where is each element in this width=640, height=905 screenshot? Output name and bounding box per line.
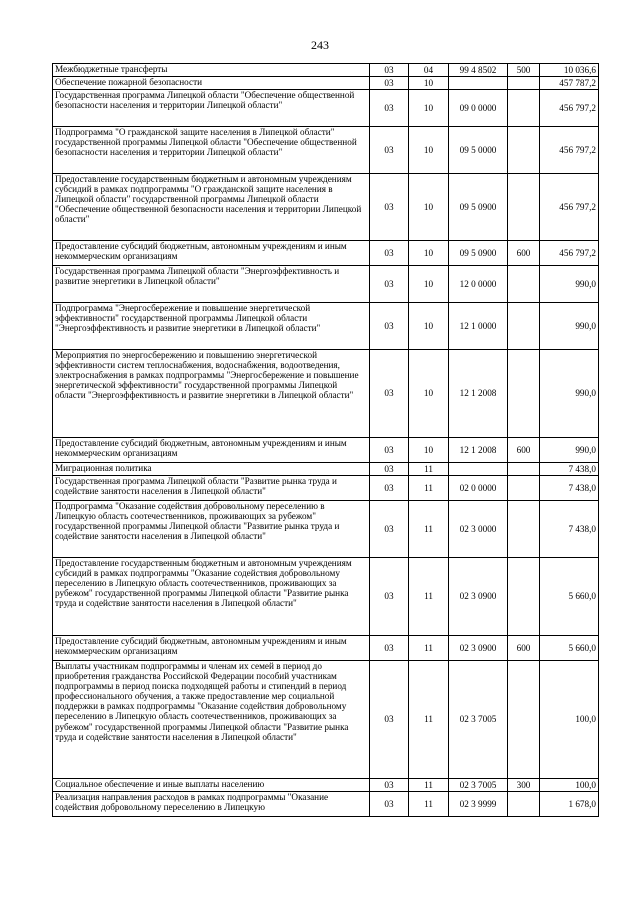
section-code-cell: 03 [370, 241, 409, 266]
subsection-code-cell: 11 [409, 476, 449, 501]
subsection-code-cell: 10 [409, 90, 449, 127]
target-article-cell: 09 5 0000 [449, 127, 508, 174]
subsection-code-cell: 11 [409, 779, 449, 792]
expense-name-cell: Подпрограмма "О гражданской защите населения в Липецкой области" государственной программы Липецкой области "Обеспечение общественной безопасности населения и территории Липецкой области" [53, 127, 370, 174]
section-code-cell: 03 [370, 127, 409, 174]
table-row [53, 792, 599, 817]
expense-name-cell: Социальное обеспечение и иные выплаты населению [53, 779, 370, 792]
section-code-cell: 03 [370, 501, 409, 558]
table-row [53, 241, 599, 266]
expense-name-cell: Подпрограмма "Энергосбережение и повышение энергетической эффективности" государственной программы Липецкой области "Энергоэффективность и развитие энергетики в Липецкой области" [53, 303, 370, 350]
expense-type-cell: 600 [508, 636, 540, 661]
subsection-code-cell: 10 [409, 241, 449, 266]
expense-name-cell: Подпрограмма "Оказание содействия добровольному переселению в Липецкую область соотечественников, проживающих за рубежом" государственной программы Липецкой области "Развитие рынка труда и содействие занятости населения в Липецкой области" [53, 501, 370, 558]
page-number: 243 [311, 38, 329, 52]
target-article-cell: 09 0 0000 [449, 90, 508, 127]
expense-name-cell: Выплаты участникам подпрограммы и членам их семей в период до приобретения гражданства Российской Федерации пособий участникам подпрограммы в период поиска подходящей работы и стипендий в период профессионального обучения, а также предоставление мер социальной поддержки в рамках подпрограммы "Оказание содействия добровольному переселению в Липецкую область соотечественников, проживающих за рубежом" государственной программы Липецкой области "Развитие рынка труда и содействие занятости населения в Липецкой области" [53, 661, 370, 779]
table-row [53, 779, 599, 792]
table-row [53, 303, 599, 350]
table-row [53, 661, 599, 779]
table-row [53, 127, 599, 174]
expense-name-cell: Государственная программа Липецкой области "Обеспечение общественной безопасности населения и территории Липецкой области" [53, 90, 370, 127]
target-article-cell: 09 5 0900 [449, 241, 508, 266]
expense-type-cell [508, 792, 540, 817]
subsection-code-cell: 11 [409, 661, 449, 779]
expense-type-cell [508, 501, 540, 558]
expense-name-cell: Предоставление субсидий бюджетным, автономным учреждениям и иным некоммерческим организациям [53, 636, 370, 661]
expense-type-cell: 300 [508, 779, 540, 792]
expense-name-cell: Предоставление государственным бюджетным и автономным учреждениям субсидий в рамках подпрограммы "Оказание содействия добровольному переселению в Липецкую область соотечественников, проживающих за рубежом" государственной программы Липецкой области "Развитие рынка труда и содействие занятости населения в Липецкой области" [53, 558, 370, 636]
amount-cell: 5 660,0 [540, 558, 599, 636]
target-article-cell [449, 77, 508, 90]
section-code-cell: 03 [370, 438, 409, 463]
subsection-code-cell: 10 [409, 77, 449, 90]
section-code-cell: 03 [370, 64, 409, 77]
target-article-cell: 02 3 0000 [449, 501, 508, 558]
amount-cell: 990,0 [540, 350, 599, 438]
target-article-cell: 09 5 0900 [449, 174, 508, 241]
section-code-cell: 03 [370, 636, 409, 661]
expense-name-cell: Обеспечение пожарной безопасности [53, 77, 370, 90]
table-row [53, 636, 599, 661]
expense-type-cell [508, 127, 540, 174]
amount-cell: 7 438,0 [540, 476, 599, 501]
expense-name-cell: Государственная программа Липецкой области "Энергоэффективность и развитие энергетики в Липецкой области" [53, 266, 370, 303]
amount-cell: 456 797,2 [540, 90, 599, 127]
target-article-cell: 12 1 0000 [449, 303, 508, 350]
amount-cell: 100,0 [540, 779, 599, 792]
target-article-cell: 02 3 7005 [449, 661, 508, 779]
subsection-code-cell: 11 [409, 792, 449, 817]
section-code-cell: 03 [370, 463, 409, 476]
expense-type-cell: 600 [508, 438, 540, 463]
subsection-code-cell: 04 [409, 64, 449, 77]
target-article-cell: 12 1 2008 [449, 350, 508, 438]
expense-type-cell [508, 174, 540, 241]
amount-cell: 990,0 [540, 303, 599, 350]
subsection-code-cell: 10 [409, 174, 449, 241]
subsection-code-cell: 11 [409, 501, 449, 558]
subsection-code-cell: 10 [409, 350, 449, 438]
table-row [53, 77, 599, 90]
budget-table-body [53, 64, 599, 817]
target-article-cell: 02 3 9999 [449, 792, 508, 817]
section-code-cell: 03 [370, 350, 409, 438]
expense-type-cell [508, 266, 540, 303]
amount-cell: 7 438,0 [540, 463, 599, 476]
subsection-code-cell: 10 [409, 438, 449, 463]
expense-name-cell: Миграционная политика [53, 463, 370, 476]
amount-cell: 456 797,2 [540, 174, 599, 241]
expense-name-cell: Предоставление государственным бюджетным и автономным учреждениям субсидий в рамках подпрограммы "О гражданской защите населения в Липецкой области" государственной программы Липецкой области "Обеспечение общественной безопасности населения и территории Липецкой области" [53, 174, 370, 241]
subsection-code-cell: 10 [409, 303, 449, 350]
table-row [53, 64, 599, 77]
table-row [53, 350, 599, 438]
section-code-cell: 03 [370, 266, 409, 303]
table-row [53, 558, 599, 636]
table-row [53, 266, 599, 303]
expense-type-cell [508, 350, 540, 438]
subsection-code-cell: 10 [409, 266, 449, 303]
amount-cell: 990,0 [540, 266, 599, 303]
section-code-cell: 03 [370, 792, 409, 817]
expense-type-cell [508, 90, 540, 127]
table-row [53, 174, 599, 241]
expense-type-cell [508, 77, 540, 90]
table-row [53, 476, 599, 501]
section-code-cell: 03 [370, 174, 409, 241]
table-row [53, 90, 599, 127]
expense-type-cell [508, 463, 540, 476]
expense-name-cell: Предоставление субсидий бюджетным, автономным учреждениям и иным некоммерческим организациям [53, 438, 370, 463]
expense-name-cell: Мероприятия по энергосбережению и повышению энергетической эффективности систем теплоснабжения, водоснабжения, водоотведения, электроснабжения в рамках подпрограммы "Энергосбережение и повышение энергетической эффективности" государственной программы Липецкой области "Энергоэффективность и развитие энергетики в Липецкой области" [53, 350, 370, 438]
target-article-cell: 99 4 8502 [449, 64, 508, 77]
target-article-cell: 02 3 0900 [449, 636, 508, 661]
target-article-cell: 02 3 0900 [449, 558, 508, 636]
expense-name-cell: Предоставление субсидий бюджетным, автономным учреждениям и иным некоммерческим организациям [53, 241, 370, 266]
expense-type-cell [508, 558, 540, 636]
expense-type-cell: 600 [508, 241, 540, 266]
subsection-code-cell: 11 [409, 636, 449, 661]
subsection-code-cell: 11 [409, 558, 449, 636]
amount-cell: 457 787,2 [540, 77, 599, 90]
section-code-cell: 03 [370, 661, 409, 779]
amount-cell: 456 797,2 [540, 127, 599, 174]
section-code-cell: 03 [370, 476, 409, 501]
expense-type-cell [508, 661, 540, 779]
amount-cell: 7 438,0 [540, 501, 599, 558]
subsection-code-cell: 11 [409, 463, 449, 476]
expense-type-cell [508, 303, 540, 350]
section-code-cell: 03 [370, 77, 409, 90]
amount-cell: 100,0 [540, 661, 599, 779]
expense-name-cell: Межбюджетные трансферты [53, 64, 370, 77]
budget-table [52, 63, 599, 817]
amount-cell: 1 678,0 [540, 792, 599, 817]
table-row [53, 463, 599, 476]
table-row [53, 438, 599, 463]
expense-name-cell: Реализация направления расходов в рамках подпрограммы "Оказание содействия добровольному переселению в Липецкую [53, 792, 370, 817]
subsection-code-cell: 10 [409, 127, 449, 174]
expense-type-cell: 500 [508, 64, 540, 77]
section-code-cell: 03 [370, 90, 409, 127]
section-code-cell: 03 [370, 303, 409, 350]
section-code-cell: 03 [370, 779, 409, 792]
amount-cell: 990,0 [540, 438, 599, 463]
target-article-cell: 12 0 0000 [449, 266, 508, 303]
table-row [53, 501, 599, 558]
expense-type-cell [508, 476, 540, 501]
target-article-cell: 12 1 2008 [449, 438, 508, 463]
target-article-cell: 02 0 0000 [449, 476, 508, 501]
target-article-cell [449, 463, 508, 476]
amount-cell: 5 660,0 [540, 636, 599, 661]
section-code-cell: 03 [370, 558, 409, 636]
amount-cell: 456 797,2 [540, 241, 599, 266]
expense-name-cell: Государственная программа Липецкой области "Развитие рынка труда и содействие занятости населения в Липецкой области" [53, 476, 370, 501]
target-article-cell: 02 3 7005 [449, 779, 508, 792]
amount-cell: 10 036,6 [540, 64, 599, 77]
